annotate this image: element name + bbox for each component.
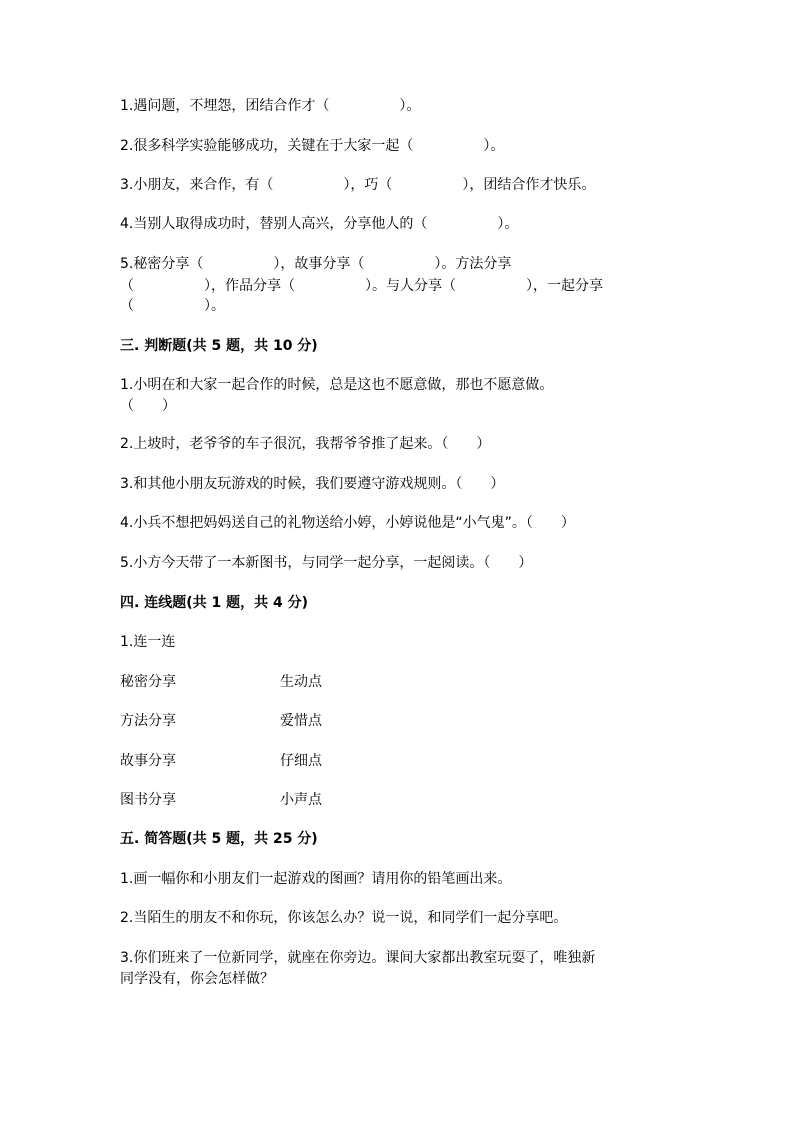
judge-question-5: 5.小方今天带了一本新图书，与同学一起分享，一起阅读。（ ） [120,555,533,571]
fill-blank-question-2: 2.很多科学实验能够成功，关键在于大家一起（ ）。 [120,138,505,154]
matching-right-item: 仔细点 [280,753,322,769]
matching-right-item: 爱惜点 [280,713,322,729]
section-heading-matching: 四. 连线题(共 1 题，共 4 分) [120,595,308,611]
matching-right-item: 生动点 [280,674,322,690]
judge-question-1-line-2: （ ） [120,398,176,414]
matching-left-item: 图书分享 [120,792,176,808]
matching-right-item: 小声点 [280,792,322,808]
short-answer-question-3-line-1: 3.你们班来了一位新同学，就座在你旁边。课间大家都出教室玩耍了，唯独新 [120,950,596,966]
short-answer-question-3-line-2: 同学没有，你会怎样做？ [120,971,274,987]
fill-blank-question-1: 1.遇问题，不埋怨，团结合作才（ ）。 [120,98,421,114]
matching-left-item: 秘密分享 [120,674,176,690]
fill-blank-question-5-line-2: （ ），作品分享（ ）。与人分享（ ），一起分享 [120,278,603,294]
matching-left-item: 方法分享 [120,713,176,729]
fill-blank-question-5-line-1: 5.秘密分享（ ），故事分享（ ）。方法分享 [120,256,512,272]
matching-question-1: 1.连一连 [120,634,176,650]
judge-question-4: 4.小兵不想把妈妈送自己的礼物送给小婷，小婷说他是“小气鬼”。（ ） [120,515,575,531]
fill-blank-question-4: 4.当别人取得成功时，替别人高兴，分享他人的（ ）。 [120,216,519,232]
section-heading-judge: 三. 判断题(共 5 题，共 10 分) [120,338,318,354]
short-answer-question-2: 2.当陌生的朋友不和你玩，你该怎么办？说一说，和同学们一起分享吧。 [120,910,568,926]
judge-question-1-line-1: 1.小明在和大家一起合作的时候，总是这也不愿意做，那也不愿意做。 [120,377,554,393]
judge-question-2: 2.上坡时，老爷爷的车子很沉，我帮爷爷推了起来。（ ） [120,436,491,452]
matching-left-item: 故事分享 [120,753,176,769]
fill-blank-question-5-line-3: （ ）。 [120,298,225,314]
section-heading-short-answer: 五. 简答题(共 5 题，共 25 分) [120,831,318,847]
judge-question-3: 3.和其他小朋友玩游戏的时候，我们要遵守游戏规则。（ ） [120,476,505,492]
fill-blank-question-3: 3.小朋友，来合作，有（ ），巧（ ），团结合作才快乐。 [120,177,596,193]
short-answer-question-1: 1.画一幅你和小朋友们一起游戏的图画？请用你的铅笔画出来。 [120,871,512,887]
